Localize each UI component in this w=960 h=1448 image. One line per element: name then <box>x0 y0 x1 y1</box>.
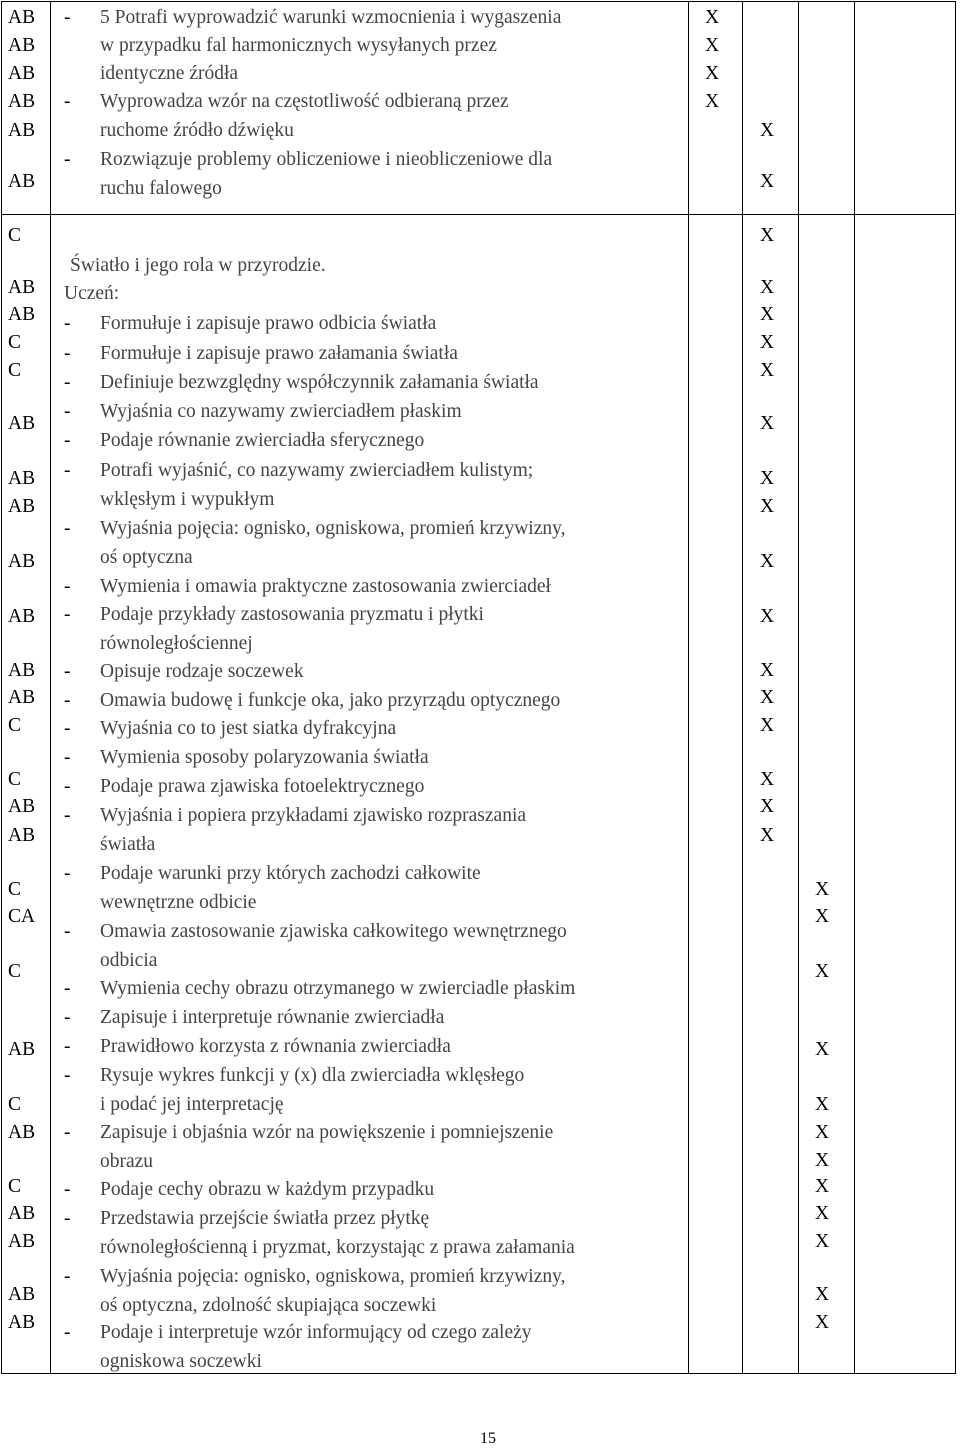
level-mark: X <box>705 35 720 56</box>
objective-text: Wyjaśnia pojęcia: ognisko, ogniskowa, promień krzywizny, <box>100 1266 566 1287</box>
objective-text: równoległościennej <box>100 633 253 654</box>
competency-code: AB <box>8 277 36 298</box>
bullet-dash: - <box>64 460 71 481</box>
column-divider-5 <box>854 2 855 1373</box>
bullet-dash: - <box>64 921 71 942</box>
bullet-dash: - <box>64 1322 71 1343</box>
objective-text: ruchu falowego <box>100 178 222 199</box>
competency-code: C <box>8 360 22 381</box>
competency-code: C <box>8 769 22 790</box>
section-title: Światło i jego rola w przyrodzie. <box>70 255 326 276</box>
objective-text: Podaje równanie zwierciadła sferycznego <box>100 430 425 451</box>
level-mark: X <box>760 606 775 627</box>
objective-text: Opisuje rodzaje soczewek <box>100 661 304 682</box>
objective-text: oś optyczna, zdolność skupiająca soczewki <box>100 1295 437 1316</box>
competency-code: AB <box>8 606 36 627</box>
competency-code: AB <box>8 171 36 192</box>
level-mark: X <box>760 660 775 681</box>
bullet-dash: - <box>64 1266 71 1287</box>
level-mark: X <box>760 277 775 298</box>
level-mark: X <box>760 496 775 517</box>
objective-text: Wyjaśnia pojęcia: ognisko, ogniskowa, promień krzywizny, <box>100 518 566 539</box>
level-mark: X <box>760 769 775 790</box>
level-mark: X <box>760 715 775 736</box>
objective-text: Podaje warunki przy których zachodzi całkowite <box>100 863 481 884</box>
bullet-dash: - <box>64 863 71 884</box>
objective-text: ogniskowa soczewki <box>100 1351 262 1372</box>
bullet-dash: - <box>64 1208 71 1229</box>
competency-code: AB <box>8 1284 36 1305</box>
objective-text: Wymienia cechy obrazu otrzymanego w zwierciadle płaskim <box>100 978 576 999</box>
section-subtitle: Uczeń: <box>64 283 120 304</box>
objective-text: Przedstawia przejście światła przez płytkę <box>100 1208 430 1229</box>
bullet-dash: - <box>64 1036 71 1057</box>
level-mark: X <box>705 91 720 112</box>
level-mark: X <box>760 468 775 489</box>
objective-text: w przypadku fal harmonicznych wysyłanych przez <box>100 35 497 56</box>
bullet-dash: - <box>64 430 71 451</box>
bullet-dash: - <box>64 1179 71 1200</box>
column-divider-2 <box>688 2 689 1373</box>
competency-code: C <box>8 1094 22 1115</box>
column-divider-1 <box>50 2 51 1373</box>
level-mark: X <box>815 1039 830 1060</box>
competency-code: AB <box>8 796 36 817</box>
bullet-dash: - <box>64 1122 71 1143</box>
page-number: 15 <box>480 1430 496 1447</box>
level-mark: X <box>815 1284 830 1305</box>
bullet-dash: - <box>64 747 71 768</box>
objective-text: Podaje przykłady zastosowania pryzmatu i płytki <box>100 604 484 625</box>
competency-code: AB <box>8 1122 36 1143</box>
bullet-dash: - <box>64 776 71 797</box>
level-mark: X <box>760 360 775 381</box>
bullet-dash: - <box>64 718 71 739</box>
objective-text: Wyjaśnia co to jest siatka dyfrakcyjna <box>100 718 397 739</box>
objective-text: światła <box>100 834 156 855</box>
level-mark: X <box>705 63 720 84</box>
row-divider <box>2 214 955 215</box>
bullet-dash: - <box>64 7 71 28</box>
competency-code: CA <box>8 906 36 927</box>
bullet-dash: - <box>64 372 71 393</box>
level-mark: X <box>815 1122 830 1143</box>
level-mark: X <box>815 1150 830 1171</box>
column-divider-3 <box>742 2 743 1373</box>
competency-code: AB <box>8 7 36 28</box>
objective-text: Rysuje wykres funkcji y (x) dla zwierciadła wklęsłego <box>100 1065 525 1086</box>
objective-text: ruchome źródło dźwięku <box>100 120 294 141</box>
competency-code: AB <box>8 660 36 681</box>
bullet-dash: - <box>64 518 71 539</box>
competency-code: AB <box>8 825 36 846</box>
competency-code: AB <box>8 1203 36 1224</box>
level-mark: X <box>815 879 830 900</box>
bullet-dash: - <box>64 343 71 364</box>
competency-code: AB <box>8 468 36 489</box>
competency-code: AB <box>8 1312 36 1333</box>
level-mark: X <box>705 7 720 28</box>
objective-text: równoległościenną i pryzmat, korzystając z prawa załamania <box>100 1237 575 1258</box>
competency-code: AB <box>8 496 36 517</box>
level-mark: X <box>815 1312 830 1333</box>
level-mark: X <box>815 1094 830 1115</box>
objective-text: odbicia <box>100 950 158 971</box>
competency-code: AB <box>8 1231 36 1252</box>
objective-text: Wyjaśnia co nazywamy zwierciadłem płaskim <box>100 401 462 422</box>
level-mark: X <box>760 171 775 192</box>
level-mark: X <box>760 796 775 817</box>
bullet-dash: - <box>64 576 71 597</box>
objective-text: Omawia budowę i funkcje oka, jako przyrządu optycznego <box>100 690 561 711</box>
objective-text: Formułuje i zapisuje prawo odbicia światła <box>100 313 437 334</box>
objective-text: Zapisuje i interpretuje równanie zwierciadła <box>100 1007 445 1028</box>
competency-code: AB <box>8 413 36 434</box>
level-mark: X <box>760 825 775 846</box>
level-mark: X <box>815 961 830 982</box>
objective-text: wewnętrzne odbicie <box>100 892 257 913</box>
objective-text: Omawia zastosowanie zjawiska całkowitego wewnętrznego <box>100 921 567 942</box>
level-mark: X <box>760 120 775 141</box>
level-mark: X <box>815 1203 830 1224</box>
competency-code: C <box>8 961 22 982</box>
competency-code: C <box>8 225 22 246</box>
level-mark: X <box>760 413 775 434</box>
competency-code: AB <box>8 91 36 112</box>
objective-text: Podaje cechy obrazu w każdym przypadku <box>100 1179 435 1200</box>
objective-text: Wymienia sposoby polaryzowania światła <box>100 747 429 768</box>
competency-code: AB <box>8 1039 36 1060</box>
objective-text: Wymienia i omawia praktyczne zastosowania zwierciadeł <box>100 576 551 597</box>
objective-text: wklęsłym i wypukłym <box>100 489 275 510</box>
competency-code: C <box>8 332 22 353</box>
objective-text: 5 Potrafi wyprowadzić warunki wzmocnienia i wygaszenia <box>100 7 562 28</box>
objective-text: i podać jej interpretację <box>100 1094 284 1115</box>
bullet-dash: - <box>64 690 71 711</box>
competency-code: AB <box>8 687 36 708</box>
level-mark: X <box>760 332 775 353</box>
objective-text: Zapisuje i objaśnia wzór na powiększenie i pomniejszenie <box>100 1122 554 1143</box>
objective-text: Definiuje bezwzględny współczynnik załamania światła <box>100 372 539 393</box>
competency-code: AB <box>8 35 36 56</box>
objective-text: Formułuje i zapisuje prawo załamania światła <box>100 343 458 364</box>
bullet-dash: - <box>64 1065 71 1086</box>
objective-text: Rozwiązuje problemy obliczeniowe i nieobliczeniowe dla <box>100 149 553 170</box>
bullet-dash: - <box>64 91 71 112</box>
objective-text: oś optyczna <box>100 547 193 568</box>
bullet-dash: - <box>64 401 71 422</box>
objective-text: identyczne źródła <box>100 63 239 84</box>
objective-text: Wyprowadza wzór na częstotliwość odbieraną przez <box>100 91 509 112</box>
objective-text: Podaje prawa zjawiska fotoelektrycznego <box>100 776 425 797</box>
level-mark: X <box>760 225 775 246</box>
level-mark: X <box>815 906 830 927</box>
objective-text: obrazu <box>100 1151 154 1172</box>
column-divider-4 <box>798 2 799 1373</box>
bullet-dash: - <box>64 661 71 682</box>
objective-text: Wyjaśnia i popiera przykładami zjawisko rozpraszania <box>100 805 527 826</box>
bullet-dash: - <box>64 1007 71 1028</box>
objective-text: Podaje i interpretuje wzór informujący od czego zależy <box>100 1322 532 1343</box>
competency-code: C <box>8 1176 22 1197</box>
bullet-dash: - <box>64 604 71 625</box>
level-mark: X <box>760 687 775 708</box>
bullet-dash: - <box>64 149 71 170</box>
bullet-dash: - <box>64 313 71 334</box>
competency-code: AB <box>8 304 36 325</box>
level-mark: X <box>760 551 775 572</box>
level-mark: X <box>760 304 775 325</box>
competency-code: C <box>8 715 22 736</box>
competency-code: AB <box>8 63 36 84</box>
competency-code: AB <box>8 120 36 141</box>
objective-text: Potrafi wyjaśnić, co nazywamy zwierciadłem kulistym; <box>100 460 534 481</box>
competency-code: AB <box>8 551 36 572</box>
bullet-dash: - <box>64 978 71 999</box>
competency-code: C <box>8 879 22 900</box>
level-mark: X <box>815 1176 830 1197</box>
objective-text: Prawidłowo korzysta z równania zwierciadła <box>100 1036 451 1057</box>
bullet-dash: - <box>64 805 71 826</box>
level-mark: X <box>815 1231 830 1252</box>
